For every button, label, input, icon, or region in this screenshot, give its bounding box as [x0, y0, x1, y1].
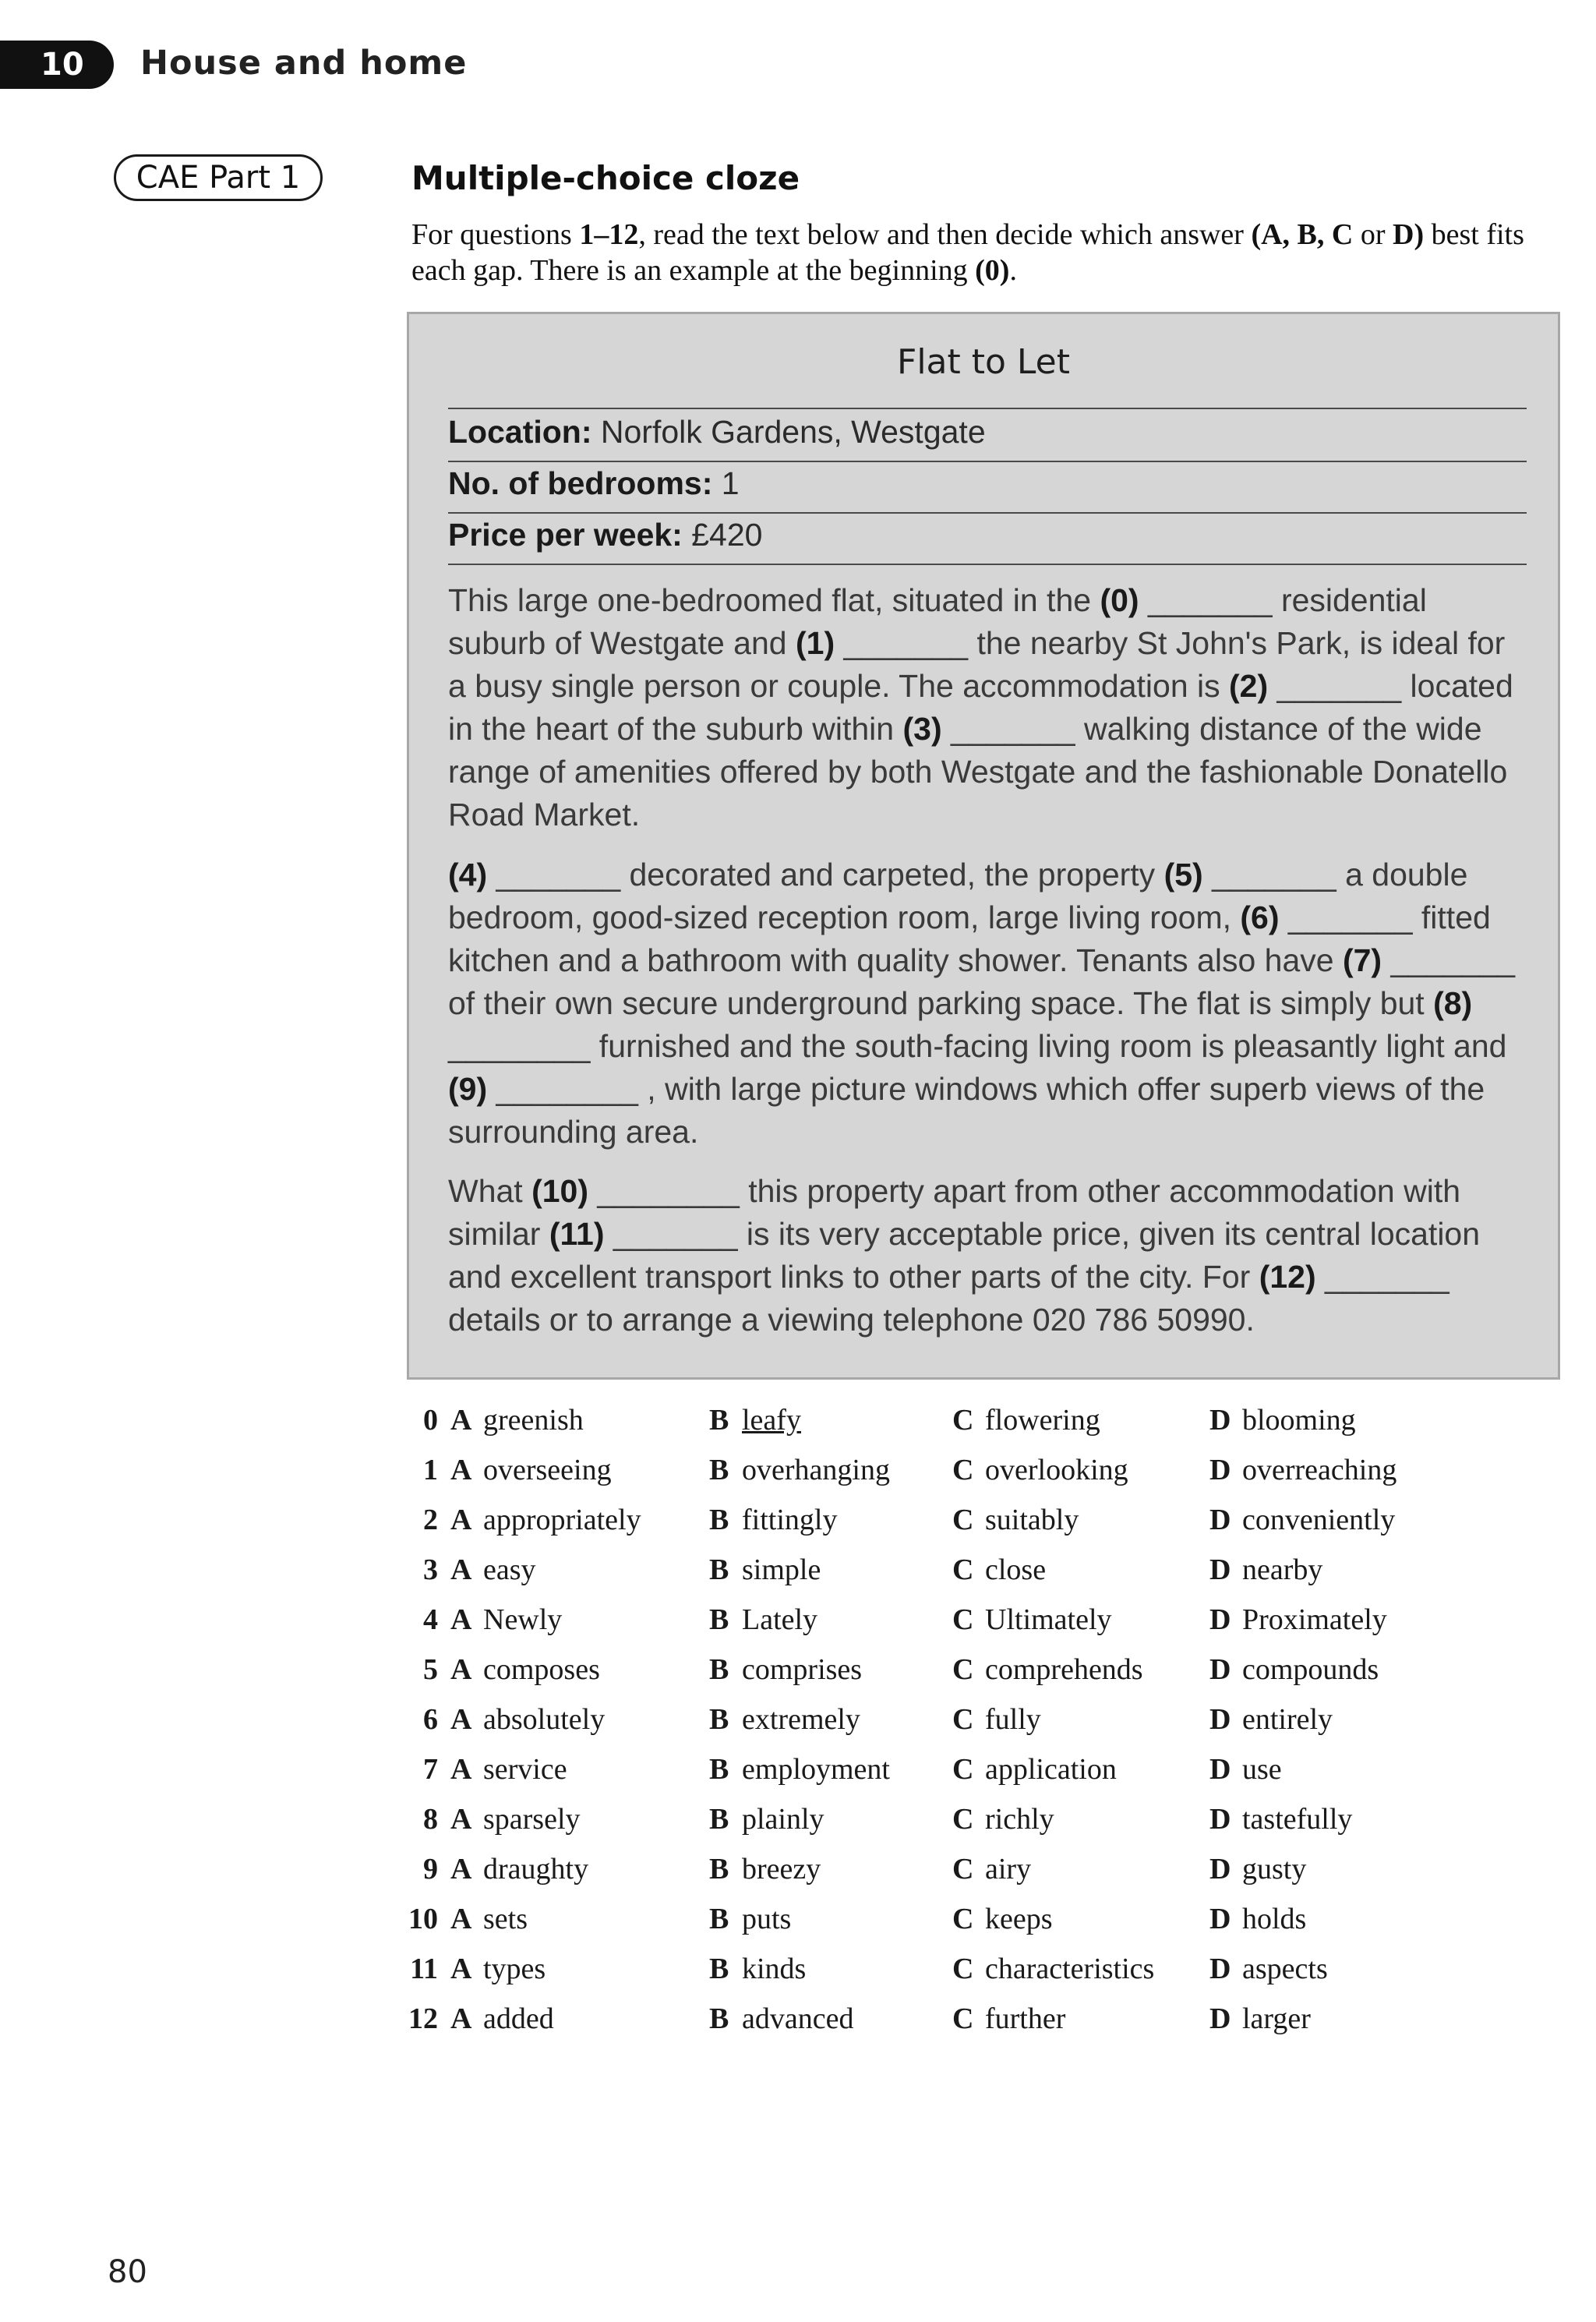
option-row-2	[397, 1503, 1566, 1553]
option-word: overreaching	[1242, 1454, 1397, 1486]
option-word: aspects	[1242, 1953, 1328, 1985]
option-letter: C	[952, 1803, 974, 1836]
question-number: 9	[423, 1853, 438, 1886]
option-letter: A	[450, 1953, 472, 1985]
option-word: draughty	[483, 1853, 589, 1886]
option-word: use	[1242, 1753, 1282, 1786]
option-b	[709, 1603, 817, 1637]
option-word: employment	[742, 1753, 890, 1786]
option-word: overlooking	[985, 1454, 1128, 1486]
option-letter: D	[1209, 2002, 1231, 2035]
option-a	[450, 1952, 546, 1986]
answer-options-table	[397, 1403, 1566, 2052]
option-letter: A	[450, 2002, 472, 2035]
option-letter: D	[1209, 1903, 1231, 1935]
option-word: tastefully	[1242, 1803, 1353, 1836]
instructions: For questions 1–12, read the text below and then decide which answer (A, B, C or D) best fits each gap. There is an example at the beginning (0).	[411, 218, 1524, 287]
option-d	[1209, 1752, 1282, 1787]
option-letter: D	[1209, 1504, 1231, 1536]
question-number: 0	[423, 1404, 438, 1437]
option-word: nearby	[1242, 1553, 1323, 1586]
option-letter: C	[952, 1404, 974, 1437]
option-letter: D	[1209, 1603, 1231, 1636]
option-b	[709, 1652, 862, 1687]
option-d	[1209, 1852, 1306, 1886]
option-word: conveniently	[1242, 1504, 1396, 1536]
option-letter: A	[450, 1553, 472, 1586]
option-word: overhanging	[742, 1454, 890, 1486]
option-letter: D	[1209, 1553, 1231, 1586]
option-word: puts	[742, 1903, 792, 1935]
question-number: 2	[423, 1504, 438, 1536]
divider	[448, 408, 1527, 409]
option-letter: C	[952, 1853, 974, 1886]
option-c	[952, 2002, 1065, 2036]
option-a	[450, 1453, 612, 1487]
option-word: service	[483, 1753, 567, 1786]
option-word: extremely	[742, 1703, 860, 1736]
option-d	[1209, 1902, 1306, 1936]
option-word: Lately	[742, 1603, 818, 1636]
advert-paragraph-3: What (10) ________ this property apart from other accommodation with similar (11) _______ is its very acceptable price, given its central location and excellent transport links to other parts of the city. For (12) _______ details or to arrange a viewing telephone 020 786 50990.	[448, 1173, 1481, 1338]
option-row-11	[397, 1952, 1566, 2002]
option-letter: D	[1209, 1753, 1231, 1786]
page-number: 80	[108, 2254, 147, 2290]
advert-paragraph-2: (4) _______ decorated and carpeted, the property (5) _______ a double bedroom, good-sized reception room, large living room, (6) _______ fitted kitchen and a bathroom with quality shower. Tenants also have (7) _______ of their own secure underground parking space. The flat is simply but (8) ________ furnished and the south-facing living room is pleasantly light and (9) ________ , with large picture windows which offer superb views of the surrounding area.	[448, 857, 1516, 1150]
option-a	[450, 1652, 600, 1687]
option-letter: B	[709, 1703, 729, 1736]
option-word: comprises	[742, 1653, 863, 1686]
option-word: fittingly	[742, 1504, 838, 1536]
option-row-5	[397, 1652, 1566, 1702]
question-number: 3	[423, 1553, 438, 1586]
option-row-9	[397, 1852, 1566, 1902]
option-word: holds	[1242, 1903, 1307, 1935]
option-word: sets	[483, 1903, 528, 1935]
option-word: greenish	[483, 1404, 584, 1437]
divider	[448, 512, 1527, 514]
option-b	[709, 2002, 853, 2036]
option-d	[1209, 1503, 1395, 1537]
option-d	[1209, 1802, 1352, 1836]
option-word: keeps	[985, 1903, 1053, 1935]
option-word: flowering	[985, 1404, 1100, 1437]
option-letter: A	[450, 1603, 472, 1636]
option-letter: B	[709, 1404, 729, 1437]
option-letter: B	[709, 1953, 729, 1985]
option-word: compounds	[1242, 1653, 1379, 1686]
option-word: appropriately	[483, 1504, 641, 1536]
option-c	[952, 1802, 1054, 1836]
option-c	[952, 1852, 1031, 1886]
option-letter: C	[952, 1753, 974, 1786]
option-word: added	[483, 2002, 554, 2035]
option-word: leafy	[742, 1404, 801, 1437]
option-word: application	[985, 1753, 1117, 1786]
option-word: absolutely	[483, 1703, 606, 1736]
option-letter: C	[952, 1504, 974, 1536]
option-letter: A	[450, 1454, 472, 1486]
option-b	[709, 1553, 821, 1587]
option-letter: B	[709, 1603, 729, 1636]
option-word: simple	[742, 1553, 821, 1586]
option-d	[1209, 1702, 1333, 1737]
option-word: suitably	[985, 1504, 1079, 1536]
option-c	[952, 1652, 1143, 1687]
option-c	[952, 1952, 1154, 1986]
question-number: 11	[410, 1953, 438, 1985]
option-d	[1209, 1652, 1379, 1687]
option-word: Proximately	[1242, 1603, 1387, 1636]
location-field: Location: Norfolk Gardens, Westgate	[448, 414, 986, 450]
part-badge: CAE Part 1	[114, 154, 323, 201]
option-letter: D	[1209, 1703, 1231, 1736]
option-a	[450, 1752, 567, 1787]
option-b	[709, 1852, 821, 1886]
option-letter: B	[709, 1553, 729, 1586]
advert-box	[407, 312, 1560, 1380]
option-letter: B	[709, 1653, 729, 1686]
option-letter: D	[1209, 1653, 1231, 1686]
option-a	[450, 2002, 554, 2036]
option-letter: D	[1209, 1454, 1231, 1486]
option-d	[1209, 1403, 1356, 1437]
option-letter: D	[1209, 1404, 1231, 1437]
option-letter: A	[450, 1703, 472, 1736]
option-word: comprehends	[985, 1653, 1143, 1686]
option-word: fully	[985, 1703, 1041, 1736]
option-a	[450, 1403, 584, 1437]
option-word: Newly	[483, 1603, 563, 1636]
option-letter: C	[952, 1653, 974, 1686]
option-letter: B	[709, 1803, 729, 1836]
question-number: 1	[423, 1454, 438, 1486]
option-d	[1209, 1952, 1328, 1986]
chapter-title: House and home	[140, 44, 468, 83]
option-c	[952, 1453, 1128, 1487]
option-letter: B	[709, 1504, 729, 1536]
option-c	[952, 1403, 1100, 1437]
option-letter: C	[952, 1454, 974, 1486]
option-word: larger	[1242, 2002, 1311, 2035]
option-letter: A	[450, 1853, 472, 1886]
option-b	[709, 1902, 791, 1936]
option-row-8	[397, 1802, 1566, 1852]
option-b	[709, 1952, 806, 1986]
option-c	[952, 1752, 1117, 1787]
question-number: 5	[423, 1653, 438, 1686]
option-row-3	[397, 1553, 1566, 1603]
option-row-1	[397, 1453, 1566, 1503]
option-d	[1209, 1553, 1322, 1587]
option-b	[709, 1752, 890, 1787]
option-letter: D	[1209, 1953, 1231, 1985]
option-row-10	[397, 1902, 1566, 1952]
option-letter: B	[709, 1753, 729, 1786]
option-a	[450, 1902, 528, 1936]
option-word: airy	[985, 1853, 1032, 1886]
option-a	[450, 1553, 536, 1587]
option-b	[709, 1802, 824, 1836]
question-number: 4	[423, 1603, 438, 1636]
option-a	[450, 1852, 588, 1886]
advert-paragraph-1: This large one-bedroomed flat, situated in the (0) _______ residential suburb of Westgate and (1) _______ the nearby St John's Park, is ideal for a busy single person or couple. The accommodation is (2) _______ located in the heart of the suburb within (3) _______ walking distance of the wide range of amenities offered by both Westgate and the fashionable Donatello Road Market.	[448, 582, 1513, 832]
option-letter: C	[952, 1553, 974, 1586]
option-word: sparsely	[483, 1803, 581, 1836]
option-word: blooming	[1242, 1404, 1356, 1437]
option-b	[709, 1702, 860, 1737]
option-letter: A	[450, 1753, 472, 1786]
question-number: 8	[423, 1803, 438, 1836]
option-letter: D	[1209, 1853, 1231, 1886]
question-number: 12	[408, 2002, 438, 2035]
option-letter: A	[450, 1404, 472, 1437]
option-letter: C	[952, 1953, 974, 1985]
question-number: 7	[423, 1753, 438, 1786]
option-word: Ultimately	[985, 1603, 1112, 1636]
option-word: characteristics	[985, 1953, 1155, 1985]
option-c	[952, 1702, 1041, 1737]
option-a	[450, 1603, 562, 1637]
option-letter: B	[709, 2002, 729, 2035]
option-word: entirely	[1242, 1703, 1333, 1736]
option-b	[709, 1453, 890, 1487]
option-word: kinds	[742, 1953, 807, 1985]
option-word: close	[985, 1553, 1047, 1586]
option-b	[709, 1403, 801, 1437]
option-word: plainly	[742, 1803, 824, 1836]
option-word: easy	[483, 1553, 536, 1586]
option-row-6	[397, 1702, 1566, 1752]
option-row-7	[397, 1752, 1566, 1802]
option-letter: B	[709, 1853, 729, 1886]
option-word: richly	[985, 1803, 1054, 1836]
option-letter: A	[450, 1653, 472, 1686]
option-d	[1209, 1603, 1387, 1637]
option-letter: C	[952, 2002, 974, 2035]
option-letter: C	[952, 1603, 974, 1636]
option-letter: A	[450, 1504, 472, 1536]
option-word: overseeing	[483, 1454, 612, 1486]
option-letter: B	[709, 1454, 729, 1486]
chapter-number-tab: 10	[0, 41, 114, 89]
option-b	[709, 1503, 837, 1537]
advert-title: Flat to Let	[897, 342, 1070, 382]
option-word: further	[985, 2002, 1066, 2035]
option-word: types	[483, 1953, 546, 1985]
option-a	[450, 1702, 605, 1737]
bedrooms-field: No. of bedrooms: 1	[448, 465, 740, 501]
question-number: 6	[423, 1703, 438, 1736]
option-word: gusty	[1242, 1853, 1307, 1886]
option-letter: A	[450, 1903, 472, 1935]
divider	[448, 461, 1527, 462]
option-row-12	[397, 2002, 1566, 2052]
option-c	[952, 1553, 1046, 1587]
option-row-0	[397, 1403, 1566, 1453]
option-d	[1209, 2002, 1311, 2036]
option-row-4	[397, 1603, 1566, 1652]
price-field: Price per week: £420	[448, 517, 763, 553]
option-word: advanced	[742, 2002, 854, 2035]
option-letter: C	[952, 1703, 974, 1736]
option-letter: A	[450, 1803, 472, 1836]
option-letter: D	[1209, 1803, 1231, 1836]
section-title: Multiple-choice cloze	[411, 159, 800, 197]
option-c	[952, 1902, 1053, 1936]
option-a	[450, 1503, 641, 1537]
option-c	[952, 1603, 1112, 1637]
option-a	[450, 1802, 581, 1836]
divider	[448, 564, 1527, 565]
option-word: composes	[483, 1653, 600, 1686]
option-letter: B	[709, 1903, 729, 1935]
option-letter: C	[952, 1903, 974, 1935]
option-word: breezy	[742, 1853, 821, 1886]
option-c	[952, 1503, 1079, 1537]
option-d	[1209, 1453, 1396, 1487]
question-number: 10	[408, 1903, 438, 1935]
